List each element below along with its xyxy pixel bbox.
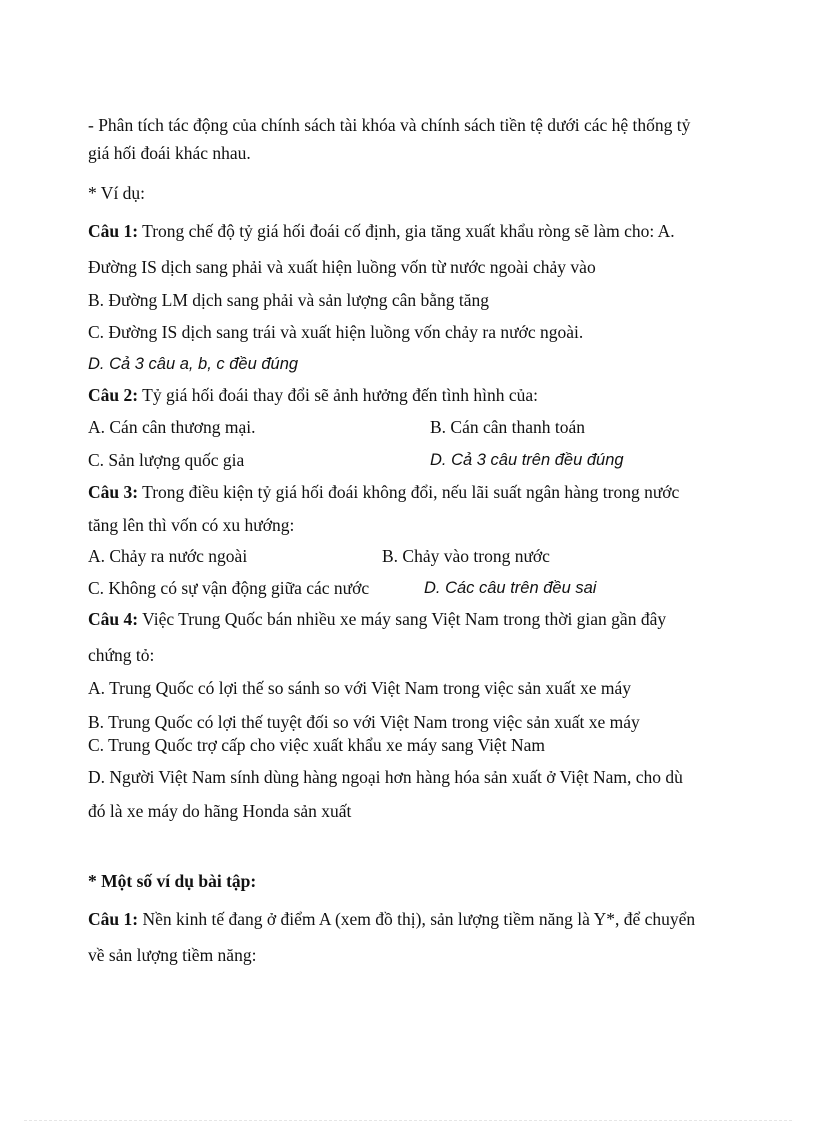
- question-3-option-a: A. Chảy ra nước ngoài: [88, 546, 248, 566]
- exercise-heading: [88, 870, 256, 892]
- question-1-option-d: D. Cả 3 câu a, b, c đều đúng: [88, 355, 299, 373]
- question-1-label: Câu 1:: [88, 221, 139, 241]
- question-4-text: Việc Trung Quốc bán nhiều xe máy sang Việt Nam trong thời gian gần đây: [138, 609, 667, 629]
- question-3-option-c: C. Không có sự vận động giữa các nước: [88, 578, 370, 598]
- intro-line-2: giá hối đoái khác nhau.: [88, 143, 251, 163]
- exercise-1: [88, 908, 695, 930]
- example-heading: * Ví dụ:: [88, 183, 146, 203]
- question-2-option-d: D. Cả 3 câu trên đều đúng: [430, 451, 624, 469]
- question-4-option-a: A. Trung Quốc có lợi thế so sánh so với Việt Nam trong việc sản xuất xe máy: [88, 678, 632, 698]
- question-1-line-2: Đường IS dịch sang phải và xuất hiện luồng vốn từ nước ngoài chảy vào: [88, 257, 596, 277]
- question-2-text: Tỷ giá hối đoái thay đổi sẽ ảnh hưởng đến tình hình của:: [138, 385, 539, 405]
- question-1-option-b: B. Đường LM dịch sang phải và sản lượng cân bằng tăng: [88, 290, 490, 310]
- question-2-option-c: C. Sản lượng quốc gia: [88, 450, 245, 470]
- question-3-text: Trong điều kiện tỷ giá hối đoái không đổi, nếu lãi suất ngân hàng trong nước: [138, 482, 680, 502]
- question-1: [88, 220, 675, 242]
- exercise-1-line-2: về sản lượng tiềm năng:: [88, 945, 257, 965]
- question-3-option-d: D. Các câu trên đều sai: [424, 579, 597, 597]
- question-1-option-c: C. Đường IS dịch sang trái và xuất hiện luồng vốn chảy ra nước ngoài.: [88, 322, 584, 342]
- question-3-label: Câu 3:: [88, 482, 139, 502]
- intro-line-1: - Phân tích tác động của chính sách tài khóa và chính sách tiền tệ dưới các hệ thống tỷ: [88, 115, 691, 135]
- question-4-option-d-line-2: đó là xe máy do hãng Honda sản xuất: [88, 801, 352, 821]
- question-4-option-d-line-1: D. Người Việt Nam sính dùng hàng ngoại hơn hàng hóa sản xuất ở Việt Nam, cho dù: [88, 767, 683, 787]
- question-3-line-2: tăng lên thì vốn có xu hướng:: [88, 515, 295, 535]
- question-2-option-a: A. Cán cân thương mại.: [88, 417, 256, 437]
- question-2: [88, 384, 538, 406]
- exercise-1-text: Nền kinh tế đang ở điểm A (xem đồ thị), sản lượng tiềm năng là Y*, để chuyển: [138, 909, 696, 929]
- question-1-text: Trong chế độ tỷ giá hối đoái cố định, gia tăng xuất khẩu ròng sẽ làm cho: A.: [138, 221, 675, 241]
- question-4-option-c: C. Trung Quốc trợ cấp cho việc xuất khẩu xe máy sang Việt Nam: [88, 735, 545, 755]
- question-2-label: Câu 2:: [88, 385, 139, 405]
- page-bottom-divider: [24, 1120, 792, 1121]
- question-4: [88, 608, 666, 630]
- exercise-1-label: Câu 1:: [88, 909, 139, 929]
- question-3-option-b: B. Chảy vào trong nước: [382, 546, 550, 566]
- question-4-option-b: B. Trung Quốc có lợi thế tuyệt đối so với Việt Nam trong việc sản xuất xe máy: [88, 712, 640, 732]
- exercise-heading-text: * Một số ví dụ bài tập:: [88, 871, 257, 891]
- question-4-line-2: chứng tỏ:: [88, 645, 155, 665]
- question-3: [88, 481, 679, 503]
- question-4-label: Câu 4:: [88, 609, 139, 629]
- question-2-option-b: B. Cán cân thanh toán: [430, 417, 586, 437]
